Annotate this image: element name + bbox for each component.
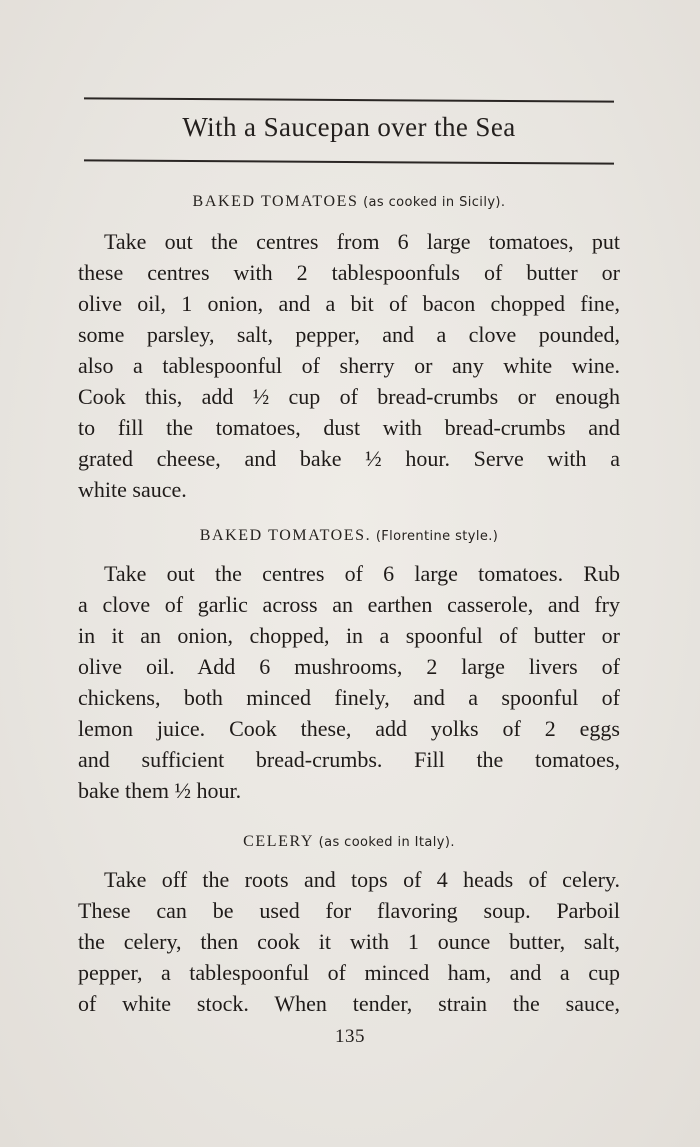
text-line: some parsley, salt, pepper, and a clove pounded, bbox=[78, 322, 620, 347]
recipe-title-baked-tomatoes-sicily bbox=[84, 193, 614, 211]
text-line: to fill the tomatoes, dust with bread-crumbs and bbox=[78, 415, 620, 440]
recipe-title-note: (Florentine style.) bbox=[371, 529, 499, 544]
recipe-body-baked-tomatoes-sicily bbox=[78, 226, 620, 505]
recipe-title-main: BAKED TOMATOES bbox=[192, 193, 359, 210]
recipe-title-baked-tomatoes-florentine bbox=[84, 527, 614, 545]
text-line: These can be used for flavoring soup. Parboil bbox=[78, 898, 620, 923]
text-line: lemon juice. Cook these, add yolks of 2 eggs bbox=[78, 716, 620, 741]
page-number: 135 bbox=[335, 1026, 365, 1047]
text-line: olive oil, 1 onion, and a bit of bacon chopped fine, bbox=[78, 291, 620, 316]
text-line: and sufficient bread-crumbs. Fill the tomatoes, bbox=[78, 747, 620, 772]
header-rule-bottom bbox=[84, 159, 614, 164]
header-rule-top bbox=[84, 97, 614, 102]
text-line: a clove of garlic across an earthen casserole, and fry bbox=[78, 592, 620, 617]
text-line: Take out the centres from 6 large tomatoes, put bbox=[104, 229, 620, 254]
running-head: With a Saucepan over the Sea bbox=[182, 112, 516, 142]
recipe-title-note: (as cooked in Italy). bbox=[314, 835, 455, 850]
text-line: Cook this, add ½ cup of bread-crumbs or enough bbox=[78, 384, 620, 409]
text-line: the celery, then cook it with 1 ounce butter, salt, bbox=[78, 929, 620, 954]
recipe-title-celery-italy bbox=[84, 833, 614, 851]
text-line: bake them ½ hour. bbox=[78, 778, 242, 803]
text-line: these centres with 2 tablespoonfuls of butter or bbox=[78, 260, 620, 285]
text-line: in it an onion, chopped, in a spoonful of butter or bbox=[78, 623, 620, 648]
recipe-body-celery-italy bbox=[78, 864, 620, 1019]
recipe-title-main: BAKED TOMATOES. bbox=[199, 527, 372, 544]
recipe-title-main: CELERY bbox=[243, 833, 315, 850]
text-line: grated cheese, and bake ½ hour. Serve with a bbox=[78, 446, 620, 471]
text-line: also a tablespoonful of sherry or any white wine. bbox=[78, 353, 620, 378]
text-line: Take off the roots and tops of 4 heads of celery. bbox=[104, 867, 620, 892]
recipe-title-note: (as cooked in Sicily). bbox=[358, 195, 506, 210]
text-line: Take out the centres of 6 large tomatoes. Rub bbox=[104, 561, 620, 586]
recipe-body-baked-tomatoes-florentine bbox=[78, 558, 620, 806]
text-line: chickens, both minced finely, and a spoonful of bbox=[78, 685, 620, 710]
text-line: pepper, a tablespoonful of minced ham, and a cup bbox=[78, 960, 620, 985]
text-line: white sauce. bbox=[78, 477, 187, 502]
text-line: olive oil. Add 6 mushrooms, 2 large livers of bbox=[78, 654, 620, 679]
text-line: of white stock. When tender, strain the sauce, bbox=[78, 991, 620, 1016]
